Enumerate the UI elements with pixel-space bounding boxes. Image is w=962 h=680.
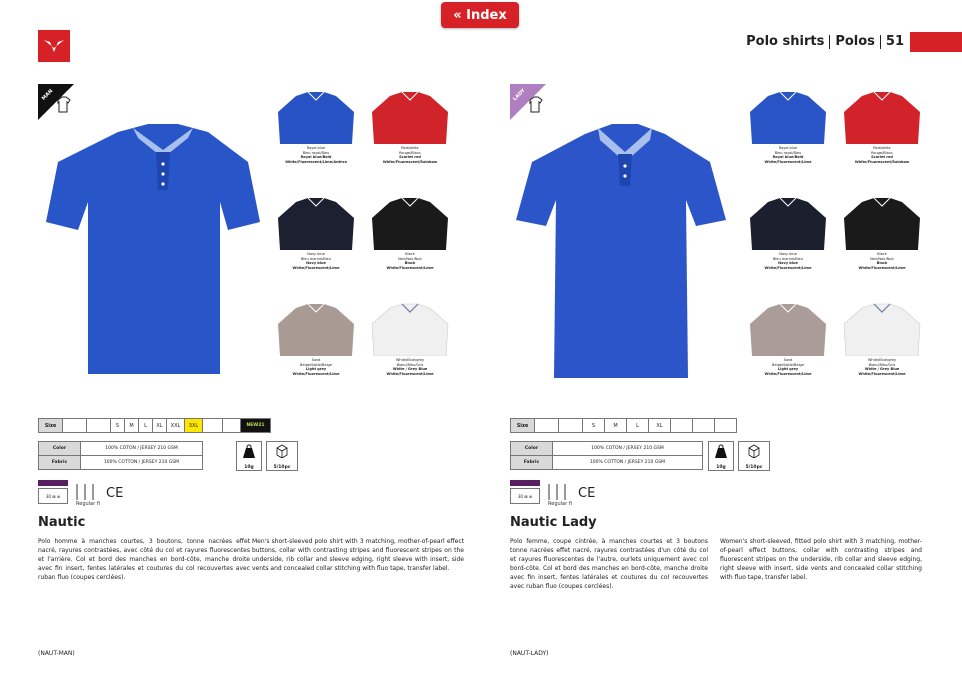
polo-shirt-icon bbox=[840, 90, 924, 144]
swatch-label: White/Blue/grey Blanc/Bleu/Gris White / Grey Blue White/Fluorescent/Lime bbox=[858, 358, 906, 376]
swatch-label: Red/white Rouge/Blanc Scarlet red White/Fluorescent/Rainbow bbox=[382, 146, 438, 164]
size-cell: XL bbox=[153, 419, 167, 433]
product-code: (NAUT-LADY) bbox=[510, 650, 549, 657]
care-icon bbox=[546, 482, 572, 510]
table-value: 100% COTON / JERSEY 210 GSM bbox=[553, 442, 703, 456]
polo-shirt-icon bbox=[274, 302, 358, 356]
polo-shirt-icon bbox=[840, 302, 924, 356]
product-name: Nautic Lady bbox=[510, 515, 597, 530]
ce-mark: CE bbox=[106, 486, 124, 501]
table-value: 100% COTTON / JERSEY 210 GSM bbox=[81, 456, 203, 470]
size-cell: XXL bbox=[167, 419, 185, 433]
weight-box: 10g bbox=[236, 441, 262, 471]
product-name: Nautic bbox=[38, 515, 86, 530]
polo-shirt-icon bbox=[510, 112, 730, 382]
care-icon bbox=[546, 482, 572, 506]
polo-shirt-icon bbox=[274, 196, 358, 250]
size-cell: S bbox=[583, 419, 605, 433]
swatch-label: Royal blue Bleu royal/Bleu Royal blue/Bold White/Fluorescent/Lime/Anthra bbox=[285, 146, 347, 164]
size-cell: M bbox=[605, 419, 627, 433]
size-table bbox=[510, 418, 737, 433]
swatch-label: Navy blue Bleu marine/Bleu Navy blue White/Fluorescent/Lime bbox=[292, 252, 340, 270]
care-icon bbox=[74, 482, 100, 510]
size-cell: XL bbox=[649, 419, 671, 433]
title-separator bbox=[880, 35, 881, 49]
polo-shirt-icon bbox=[274, 90, 358, 144]
weight-icon bbox=[242, 444, 256, 458]
index-button[interactable]: « Index bbox=[441, 2, 519, 28]
color-swatch[interactable] bbox=[746, 196, 830, 250]
polo-shirt-icon bbox=[746, 302, 830, 356]
swatch-label: Royal blue Bleu royal/Bleu Royal blue/Bold White/Fluorescent/Lime bbox=[764, 146, 812, 164]
color-swatch[interactable] bbox=[368, 302, 452, 356]
description-en: Men's short-sleeved polo shirt with 3 matching, mother-of-pearl effect buttons, collar with contrasting stripes and fluorescent stripes on the underside, rib collar and sleeve edging, right sleeve with insert, side vents and concealed collar stitching with fluo tape, transfer label. bbox=[252, 538, 464, 572]
swatch-label: Sand Beige/Sable/Beige Light grey White/Fluorescent/Lime bbox=[764, 358, 812, 376]
bird-logo-icon bbox=[38, 30, 70, 62]
size-cell: M bbox=[125, 419, 139, 433]
polo-shirt-icon bbox=[368, 90, 452, 144]
polo-shirt-icon bbox=[368, 302, 452, 356]
table-label: Color bbox=[511, 442, 553, 456]
care-header bbox=[510, 480, 540, 486]
page-number: 51 bbox=[885, 34, 904, 49]
table-label: Color bbox=[39, 442, 81, 456]
box-icon bbox=[275, 444, 289, 458]
care-symbols: 30 ⊠ ⊗ bbox=[510, 488, 540, 504]
description-en: Women's short-sleeved, fitted polo shirt with 3 matching, mother-of-pearl effect buttons, collar with contrasting stripes and fluorescent stripes on the underside, rib collar and sleeve edging, right sleeve with insert, side vents and concealed collar stitching with fluo tape, transfer label. bbox=[720, 538, 922, 581]
svg-text:Regular fit: Regular fit bbox=[548, 501, 572, 506]
section-title-fr: Polos bbox=[835, 34, 875, 49]
weight-box: 10g bbox=[708, 441, 734, 471]
polo-shirt-icon bbox=[746, 196, 830, 250]
polo-shirt-icon bbox=[840, 196, 924, 250]
color-swatch[interactable] bbox=[840, 196, 924, 250]
table-label: Fabric bbox=[511, 456, 553, 470]
pack-box: 5/10pc bbox=[266, 441, 298, 471]
color-swatch[interactable] bbox=[840, 302, 924, 356]
care-header bbox=[38, 480, 68, 486]
color-swatch[interactable] bbox=[840, 90, 924, 144]
title-separator bbox=[829, 35, 830, 49]
ce-mark: CE bbox=[578, 486, 596, 501]
color-swatch[interactable] bbox=[274, 90, 358, 144]
color-swatch[interactable] bbox=[368, 90, 452, 144]
size-table bbox=[38, 418, 271, 433]
swatch-label: Black Noir/Noir/Noir Black White/Fluorescent/Lime bbox=[386, 252, 434, 270]
description-fr: Polo femme, coupe cintrée, à manches courtes et 3 boutons tonne nacrées effet nacré, rayures contrastées d'un côté du col et rayures fluorescentes de l'autre, ourlets uniquement avec col bord-côte. Col et bord des manches en bord-côte, manche droite avec fin insert, fentes latérales et coutures du col recouvertes avec ruban fluo (coupes cerclées). bbox=[510, 538, 708, 590]
gender-tag-label: LADY bbox=[511, 87, 527, 103]
size-cell: S bbox=[111, 419, 125, 433]
table-value: 100% COTTON / JERSEY 210 GSM bbox=[553, 456, 703, 470]
polo-shirt-icon bbox=[38, 112, 268, 382]
description-fr: Polo homme à manches courtes, 3 boutons, tonne nacrées effet nacré, rayures contrastées, avec côté du col et rayures fluorescentes et l'arrière. Col et bord des manches en bord-côte, manche droite avec fin insert, fentes latérales et coutures du col recouvertes avec ruban fluo (coupes cerclées). bbox=[38, 538, 250, 581]
composition-table bbox=[510, 441, 703, 470]
swatch-label: Navy blue Bleu marine/Bleu Navy blue White/Fluorescent/Lime bbox=[764, 252, 812, 270]
box-icon bbox=[747, 444, 761, 458]
svg-text:Regular fit: Regular fit bbox=[76, 501, 100, 506]
care-symbols: 30 ⊠ ⊗ bbox=[38, 488, 68, 504]
color-swatch[interactable] bbox=[746, 302, 830, 356]
swatch-label: Sand Beige/Sable/Beige Light grey White/Fluorescent/Lime bbox=[292, 358, 340, 376]
product-code: (NAUT-MAN) bbox=[38, 650, 75, 657]
polo-shirt-icon bbox=[746, 90, 830, 144]
size-cell: 3XL bbox=[185, 419, 203, 433]
color-swatch[interactable] bbox=[746, 90, 830, 144]
size-cell: L bbox=[139, 419, 153, 433]
polo-shirt-icon bbox=[368, 196, 452, 250]
composition-table bbox=[38, 441, 203, 470]
section-title-en: Polo shirts bbox=[746, 34, 825, 49]
size-header: Size bbox=[511, 419, 535, 433]
care-icon bbox=[74, 482, 100, 506]
gender-tag-label: MAN bbox=[40, 88, 55, 102]
size-header: Size bbox=[39, 419, 63, 433]
section-title bbox=[746, 34, 904, 49]
table-label: Fabric bbox=[39, 456, 81, 470]
page-tab bbox=[910, 32, 962, 52]
swatch-label: White/Blue/grey Blanc/Bleu/Gris White / Grey Blue White/Fluorescent/Lime bbox=[386, 358, 434, 376]
brand-logo bbox=[38, 30, 70, 62]
weight-icon bbox=[714, 444, 728, 458]
main-product-image bbox=[510, 112, 730, 382]
swatch-label: Red/white Rouge/Blanc Scarlet red White/Fluorescent/Rainbow bbox=[854, 146, 910, 164]
size-cell: L bbox=[627, 419, 649, 433]
color-swatch[interactable] bbox=[274, 196, 358, 250]
new-badge: NEW21 bbox=[241, 419, 271, 433]
main-product-image bbox=[38, 112, 268, 382]
table-value: 100% COTON / JERSEY 210 GSM bbox=[81, 442, 203, 456]
color-swatch[interactable] bbox=[274, 302, 358, 356]
color-swatch[interactable] bbox=[368, 196, 452, 250]
pack-box: 5/10pc bbox=[738, 441, 770, 471]
swatch-label: Black Noir/Noir/Noir Black White/Fluorescent/Lime bbox=[858, 252, 906, 270]
